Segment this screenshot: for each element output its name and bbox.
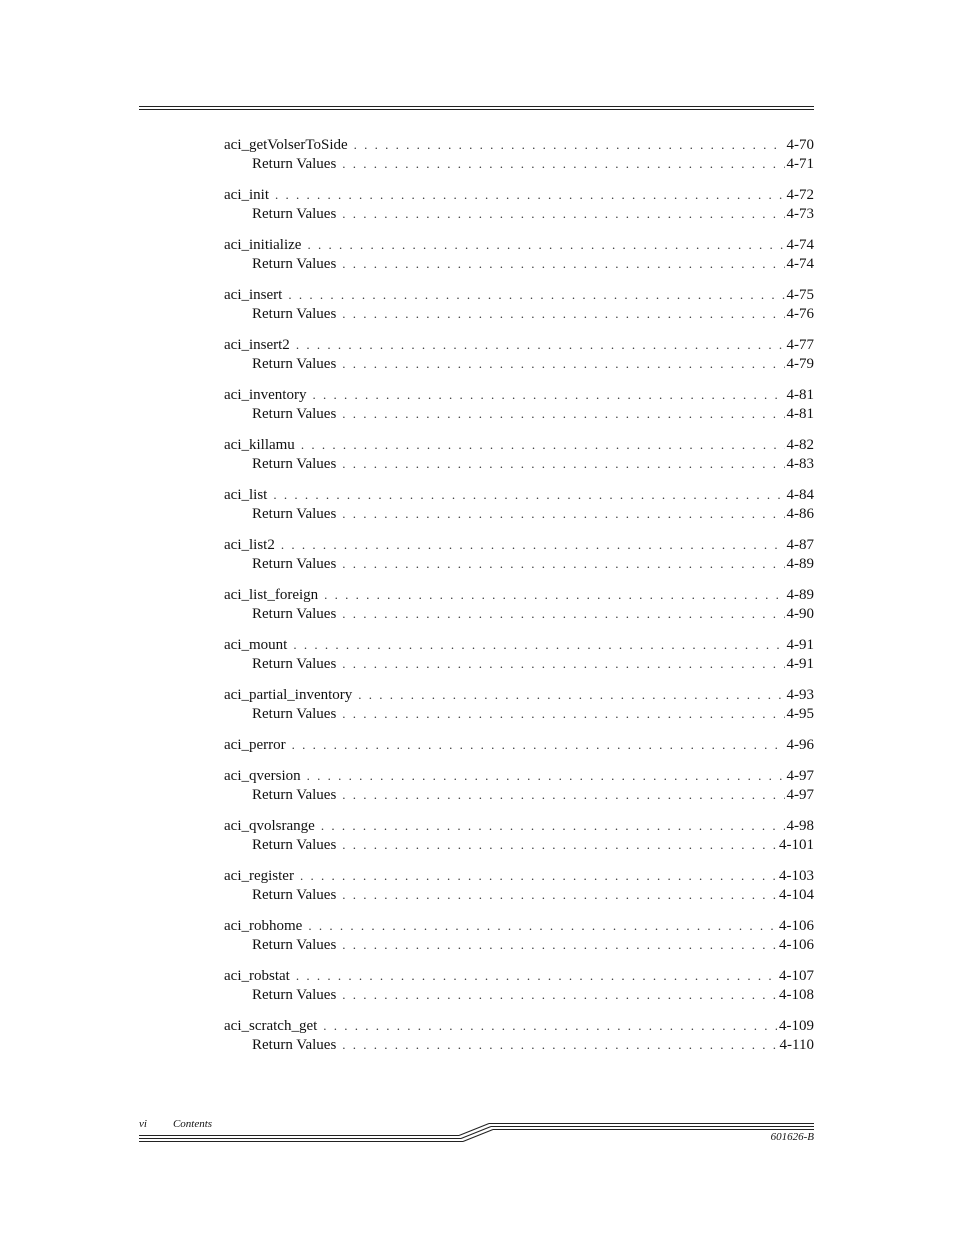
toc-entry <box>224 135 814 173</box>
toc-entry-title: aci_getVolserToSide <box>224 137 348 153</box>
toc-subentry-line[interactable] <box>224 204 814 223</box>
toc-entry-title: Return Values <box>252 356 337 372</box>
toc-entry-title: aci_mount <box>224 637 288 653</box>
toc-entry-title: aci_scratch_get <box>224 1018 318 1034</box>
toc-entry-title: aci_insert <box>224 287 283 303</box>
toc-entry-title: Return Values <box>252 987 337 1003</box>
toc-entry-page: 4-91 <box>786 637 814 653</box>
toc-entry-page: 4-71 <box>786 156 814 172</box>
toc-entry-title: aci_init <box>224 187 269 203</box>
dot-leader <box>342 504 784 523</box>
dot-leader <box>312 385 784 404</box>
toc-entry-title: aci_robstat <box>224 968 290 984</box>
toc-entry <box>224 335 814 373</box>
toc-entry-line[interactable] <box>224 135 814 154</box>
toc-entry-page: 4-76 <box>786 306 814 322</box>
toc-entry <box>224 185 814 223</box>
toc-entry-page: 4-106 <box>779 937 814 953</box>
toc-subentry-line[interactable] <box>224 704 814 723</box>
toc-entry-line[interactable] <box>224 535 814 554</box>
toc-entry-page: 4-95 <box>786 706 814 722</box>
toc-entry <box>224 285 814 323</box>
toc-entry-page: 4-74 <box>786 256 814 272</box>
toc-entry-line[interactable] <box>224 635 814 654</box>
toc-entry-page: 4-84 <box>786 487 814 503</box>
toc-subentry-line[interactable] <box>224 554 814 573</box>
toc-entry <box>224 635 814 673</box>
toc-subentry-line[interactable] <box>224 504 814 523</box>
toc-entry-page: 4-79 <box>786 356 814 372</box>
toc-subentry-line[interactable] <box>224 604 814 623</box>
toc-entry <box>224 585 814 623</box>
dot-leader <box>281 535 785 554</box>
toc-entry-page: 4-74 <box>786 237 814 253</box>
toc-entry-line[interactable] <box>224 185 814 204</box>
toc-entry-page: 4-81 <box>786 406 814 422</box>
toc-entry-line[interactable] <box>224 285 814 304</box>
toc-entry-title: Return Values <box>252 606 337 622</box>
toc-subentry-line[interactable] <box>224 785 814 804</box>
toc-entry-title: Return Values <box>252 706 337 722</box>
toc-entry-title: aci_partial_inventory <box>224 687 353 703</box>
header-rule-top <box>139 106 814 107</box>
dot-leader <box>342 604 784 623</box>
toc-entry-title: aci_robhome <box>224 918 303 934</box>
toc-subentry-line[interactable] <box>224 304 814 323</box>
toc-entry-page: 4-87 <box>786 537 814 553</box>
dot-leader <box>273 485 784 504</box>
toc-entry <box>224 535 814 573</box>
toc-entry-page: 4-77 <box>786 337 814 353</box>
toc-entry <box>224 385 814 423</box>
dot-leader <box>342 704 784 723</box>
toc-entry-page: 4-89 <box>786 556 814 572</box>
toc-entry-page: 4-82 <box>786 437 814 453</box>
toc-entry <box>224 435 814 473</box>
toc-subentry-line[interactable] <box>224 454 814 473</box>
toc-entry-title: aci_list_foreign <box>224 587 319 603</box>
dot-leader <box>342 554 784 573</box>
toc-entry-title: aci_inventory <box>224 387 307 403</box>
toc-entry-page: 4-97 <box>786 787 814 803</box>
toc-entry-line[interactable] <box>224 1016 814 1035</box>
toc-entry-page: 4-81 <box>786 387 814 403</box>
toc-entry-title: aci_perror <box>224 737 286 753</box>
toc-entry-line[interactable] <box>224 385 814 404</box>
toc-entry-page: 4-91 <box>786 656 814 672</box>
toc-entry-title: Return Values <box>252 256 337 272</box>
dot-leader <box>342 985 777 1004</box>
header-rule-bottom <box>139 109 814 110</box>
toc-entry-title: Return Values <box>252 506 337 522</box>
toc-entry-title: aci_qversion <box>224 768 301 784</box>
toc-entry-title: Return Values <box>252 556 337 572</box>
toc-entry-title: Return Values <box>252 787 337 803</box>
toc-entry-title: aci_register <box>224 868 294 884</box>
footer-page-number: vi <box>139 1118 147 1130</box>
toc-entry-title: Return Values <box>252 206 337 222</box>
toc-subentry-line[interactable] <box>224 154 814 173</box>
toc-entry-line[interactable] <box>224 735 814 754</box>
toc-entry-page: 4-75 <box>786 287 814 303</box>
toc-entry-line[interactable] <box>224 235 814 254</box>
dot-leader <box>301 435 785 454</box>
footer-doc-code: 601626-B <box>770 1131 814 1143</box>
dot-leader <box>358 685 784 704</box>
toc-entry-title: aci_initialize <box>224 237 302 253</box>
toc-entry <box>224 766 814 804</box>
toc-entry-page: 4-93 <box>786 687 814 703</box>
toc-entry <box>224 735 814 754</box>
toc-entry-page: 4-98 <box>786 818 814 834</box>
toc-entry-page: 4-110 <box>779 1037 814 1053</box>
toc-entry-page: 4-103 <box>779 868 814 884</box>
toc-entry-line[interactable] <box>224 766 814 785</box>
dot-leader <box>323 1016 777 1035</box>
toc-entry-title: Return Values <box>252 887 337 903</box>
dot-leader <box>296 966 777 985</box>
dot-leader <box>354 135 785 154</box>
dot-leader <box>307 766 785 785</box>
toc-entry-title: Return Values <box>252 1037 337 1053</box>
toc-entry-page: 4-72 <box>786 187 814 203</box>
dot-leader <box>293 635 784 654</box>
toc-entry-page: 4-108 <box>779 987 814 1003</box>
dot-leader <box>342 454 784 473</box>
dot-leader <box>292 735 785 754</box>
toc-entry <box>224 685 814 723</box>
toc-entry-title: Return Values <box>252 156 337 172</box>
dot-leader <box>307 235 784 254</box>
toc-entry <box>224 485 814 523</box>
dot-leader <box>342 354 784 373</box>
toc-entry-page: 4-86 <box>786 506 814 522</box>
toc-entry-line[interactable] <box>224 585 814 604</box>
toc-entry-title: Return Values <box>252 937 337 953</box>
toc-entry-line[interactable] <box>224 685 814 704</box>
toc-entry-line[interactable] <box>224 435 814 454</box>
toc-entry-line[interactable] <box>224 866 814 885</box>
toc-entry-title: Return Values <box>252 837 337 853</box>
toc-entry-line[interactable] <box>224 335 814 354</box>
toc-subentry-line[interactable] <box>224 254 814 273</box>
dot-leader <box>342 154 784 173</box>
toc-entry-title: Return Values <box>252 456 337 472</box>
toc-entry-title: Return Values <box>252 306 337 322</box>
toc-entry <box>224 816 814 854</box>
toc-entry-title: aci_insert2 <box>224 337 290 353</box>
dot-leader <box>275 185 785 204</box>
toc-entry-page: 4-89 <box>786 587 814 603</box>
toc-entry-page: 4-104 <box>779 887 814 903</box>
dot-leader <box>342 835 777 854</box>
toc-entry-page: 4-109 <box>779 1018 814 1034</box>
dot-leader <box>321 816 785 835</box>
dot-leader <box>342 935 777 954</box>
toc-entry-page: 4-90 <box>786 606 814 622</box>
toc-entry <box>224 1016 814 1054</box>
toc-entry-title: Return Values <box>252 406 337 422</box>
toc-entry-title: aci_qvolsrange <box>224 818 315 834</box>
dot-leader <box>300 866 777 885</box>
dot-leader <box>342 404 784 423</box>
toc-entry-title: aci_list <box>224 487 268 503</box>
toc-entry <box>224 916 814 954</box>
toc-entry-title: aci_killamu <box>224 437 295 453</box>
dot-leader <box>342 1035 777 1054</box>
toc-subentry-line[interactable] <box>224 404 814 423</box>
toc-entry-page: 4-97 <box>786 768 814 784</box>
toc-entry-page: 4-96 <box>786 737 814 753</box>
dot-leader <box>342 204 784 223</box>
dot-leader <box>342 254 784 273</box>
toc-entry-page: 4-83 <box>786 456 814 472</box>
toc-subentry-line[interactable] <box>224 835 814 854</box>
footer-section-title: Contents <box>172 1118 213 1130</box>
toc-subentry-line[interactable] <box>224 354 814 373</box>
toc-subentry-line[interactable] <box>224 985 814 1004</box>
toc-entry-page: 4-107 <box>779 968 814 984</box>
toc-entry-line[interactable] <box>224 485 814 504</box>
toc-entry-title: Return Values <box>252 656 337 672</box>
dot-leader <box>308 916 777 935</box>
table-of-contents <box>224 135 814 1066</box>
footer-left <box>139 1118 212 1130</box>
toc-entry <box>224 235 814 273</box>
toc-subentry-line[interactable] <box>224 654 814 673</box>
toc-entry-page: 4-106 <box>779 918 814 934</box>
toc-subentry-line[interactable] <box>224 935 814 954</box>
toc-entry <box>224 966 814 1004</box>
toc-entry-page: 4-101 <box>779 837 814 853</box>
toc-entry-line[interactable] <box>224 816 814 835</box>
dot-leader <box>342 304 784 323</box>
toc-entry-page: 4-70 <box>786 137 814 153</box>
dot-leader <box>342 654 784 673</box>
toc-subentry-line[interactable] <box>224 1035 814 1054</box>
toc-entry-line[interactable] <box>224 916 814 935</box>
toc-entry-page: 4-73 <box>786 206 814 222</box>
dot-leader <box>324 585 784 604</box>
toc-subentry-line[interactable] <box>224 885 814 904</box>
dot-leader <box>342 785 784 804</box>
toc-entry-line[interactable] <box>224 966 814 985</box>
dot-leader <box>342 885 777 904</box>
dot-leader <box>288 285 784 304</box>
toc-entry <box>224 866 814 904</box>
footer-rule <box>139 1120 815 1146</box>
dot-leader <box>296 335 785 354</box>
toc-entry-title: aci_list2 <box>224 537 275 553</box>
